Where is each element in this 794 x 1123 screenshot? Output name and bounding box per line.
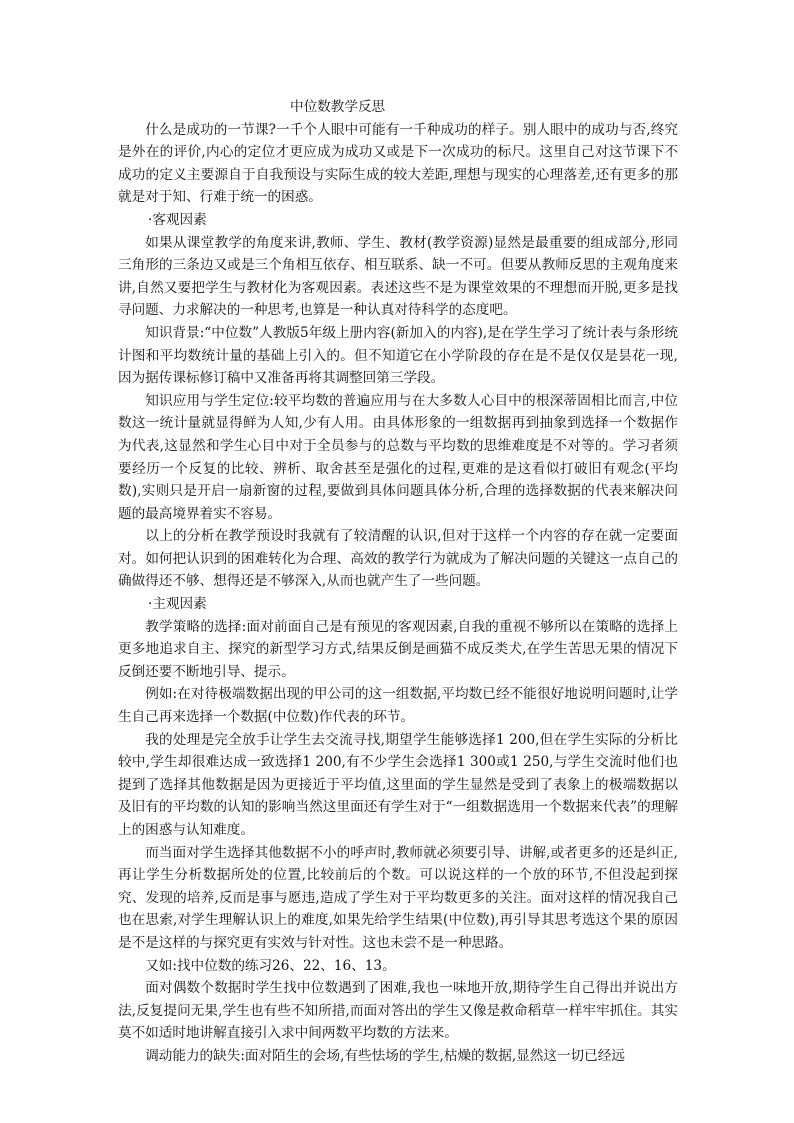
paragraph-intro: 什么是成功的一节课?一千个人眼中可能有一千种成功的样子。别人眼中的成功与否,终究是外在的评价,内心的定位才更应成为成功又或是下一次成功的标尺。这里自己对这节课下不成功的定义主要源自于自我预设与实际生成的较大差距,理想与现实的心理落差,还有更多的那就是对于知、行难于统一的困惑。 [118,121,678,206]
paragraph-teaching-strategy: 教学策略的选择:面对前面自己是有预见的客观因素,自我的重视不够所以在策略的选择上更多地追求自主、探究的新型学习方式,结果反倒是画猫不成反类犬,在学生苦思无果的情况下反倒还要不断地引导、提示。 [118,618,678,680]
paragraph-analysis-summary: 以上的分析在教学预设时我就有了较清醒的认识,但对于这样一个内容的存在就一定要面对。如何把认识到的困难转化为合理、高效的教学行为就成为了解决问题的关键这一点自己的确做得还不够、想得还是不够深入,从而也就产生了一些问题。 [118,528,678,590]
document-title: 中位数教学反思 [290,99,386,115]
section-heading-objective: ·客观因素 [148,211,207,228]
paragraph-classroom-elements: 如果从课堂教学的角度来讲,教师、学生、教材(教学资源)显然是最重要的组成部分,形同三角形的三条边又或是三个角相互依存、相互联系、缺一不可。但要从教师反思的主观角度来讲,自然又要把学生与教材化为客观因素。表述这些不是为课堂效果的不理想而开脱,更多是找寻问题、力求解决的一种思考,也算是一种认真对待科学的态度吧。 [118,234,678,319]
document-body [118,96,678,1068]
paragraph-knowledge-background: 知识背景:“中位数”人教版5年级上册内容(新加入的内容),是在学生学习了统计表与条形统计图和平均数统计量的基础上引入的。但不知道它在小学阶段的存在是不是仅仅是昙花一现,因为据传课标修订稿中又准备再将其调整回第三学段。 [118,324,678,387]
paragraph-mobilization: 调动能力的缺失:面对陌生的会场,有些怯场的学生,枯燥的数据,显然这一切已经远 [145,1047,625,1064]
paragraph-my-approach: 我的处理是完全放手让学生去交流寻找,期望学生能够选择1 200,但在学生实际的分析比较中,学生却很难达成一致选择1 200,有不少学生会选择1 300或1 250,与学生交流时他们也提到了选择其他数据是因为更接近于平均值,这里面的学生显然是受到了表象上的极端数据以及旧有的平均数的认知的影响当然这里面还有学生对于“一组数据选用一个数据来代表”的理解上的困惑与认知难度。 [118,731,678,838]
section-heading-subjective: ·主观因素 [148,596,207,613]
paragraph-knowledge-application: 知识应用与学生定位:较平均数的普遍应用与在大多数人心目中的根深蒂固相比而言,中位数这一统计量就显得鲜为人知,少有人用。由具体形象的一组数据再到抽象到选择一个数据作为代表,这显然和学生心目中对于全员参与的总数与平均数的思维难度是不对等的。学习者须要经历一个反复的比较、辨析、取舍甚至是强化的过程,更难的是这看似打破旧有观念(平均数),实则只是开启一扇新窗的过程,要做到具体问题具体分析,合理的选择数据的代表来解决问题的最高境界着实不容易。 [118,392,678,522]
paragraph-teacher-guidance: 而当面对学生选择其他数据不小的呼声时,教师就必须要引导、讲解,或者更多的还是纠正,再让学生分析数据所处的位置,比较前后的个数。可以说这样的一个放的环节,不但没起到探究、发现的培养,反而是事与愿违,造成了学生对于平均数更多的关注。面对这样的情况我自己也在思索,对学生理解认识上的难度,如果先给学生结果(中位数),再引导其思考选这个果的原因是不是这样的与探究更有实效与针对性。这也未尝不是一种思路。 [118,844,678,951]
paragraph-example-two: 又如:找中位数的练习26、22、16、13。 [145,957,396,974]
paragraph-even-data: 面对偶数个数据时学生找中位数遇到了困难,我也一味地开放,期待学生自己得出并说出方法,反复提问无果,学生也有些不知所措,而面对答出的学生又像是救命稻草一样牢牢抓住。其实莫不如适时地讲解直接引入求中间两数平均数的方法来。 [118,980,678,1042]
paragraph-example-one: 例如:在对待极端数据出现的甲公司的这一组数据,平均数已经不能很好地说明问题时,让学生自己再来选择一个数据(中位数)作代表的环节。 [118,686,678,726]
